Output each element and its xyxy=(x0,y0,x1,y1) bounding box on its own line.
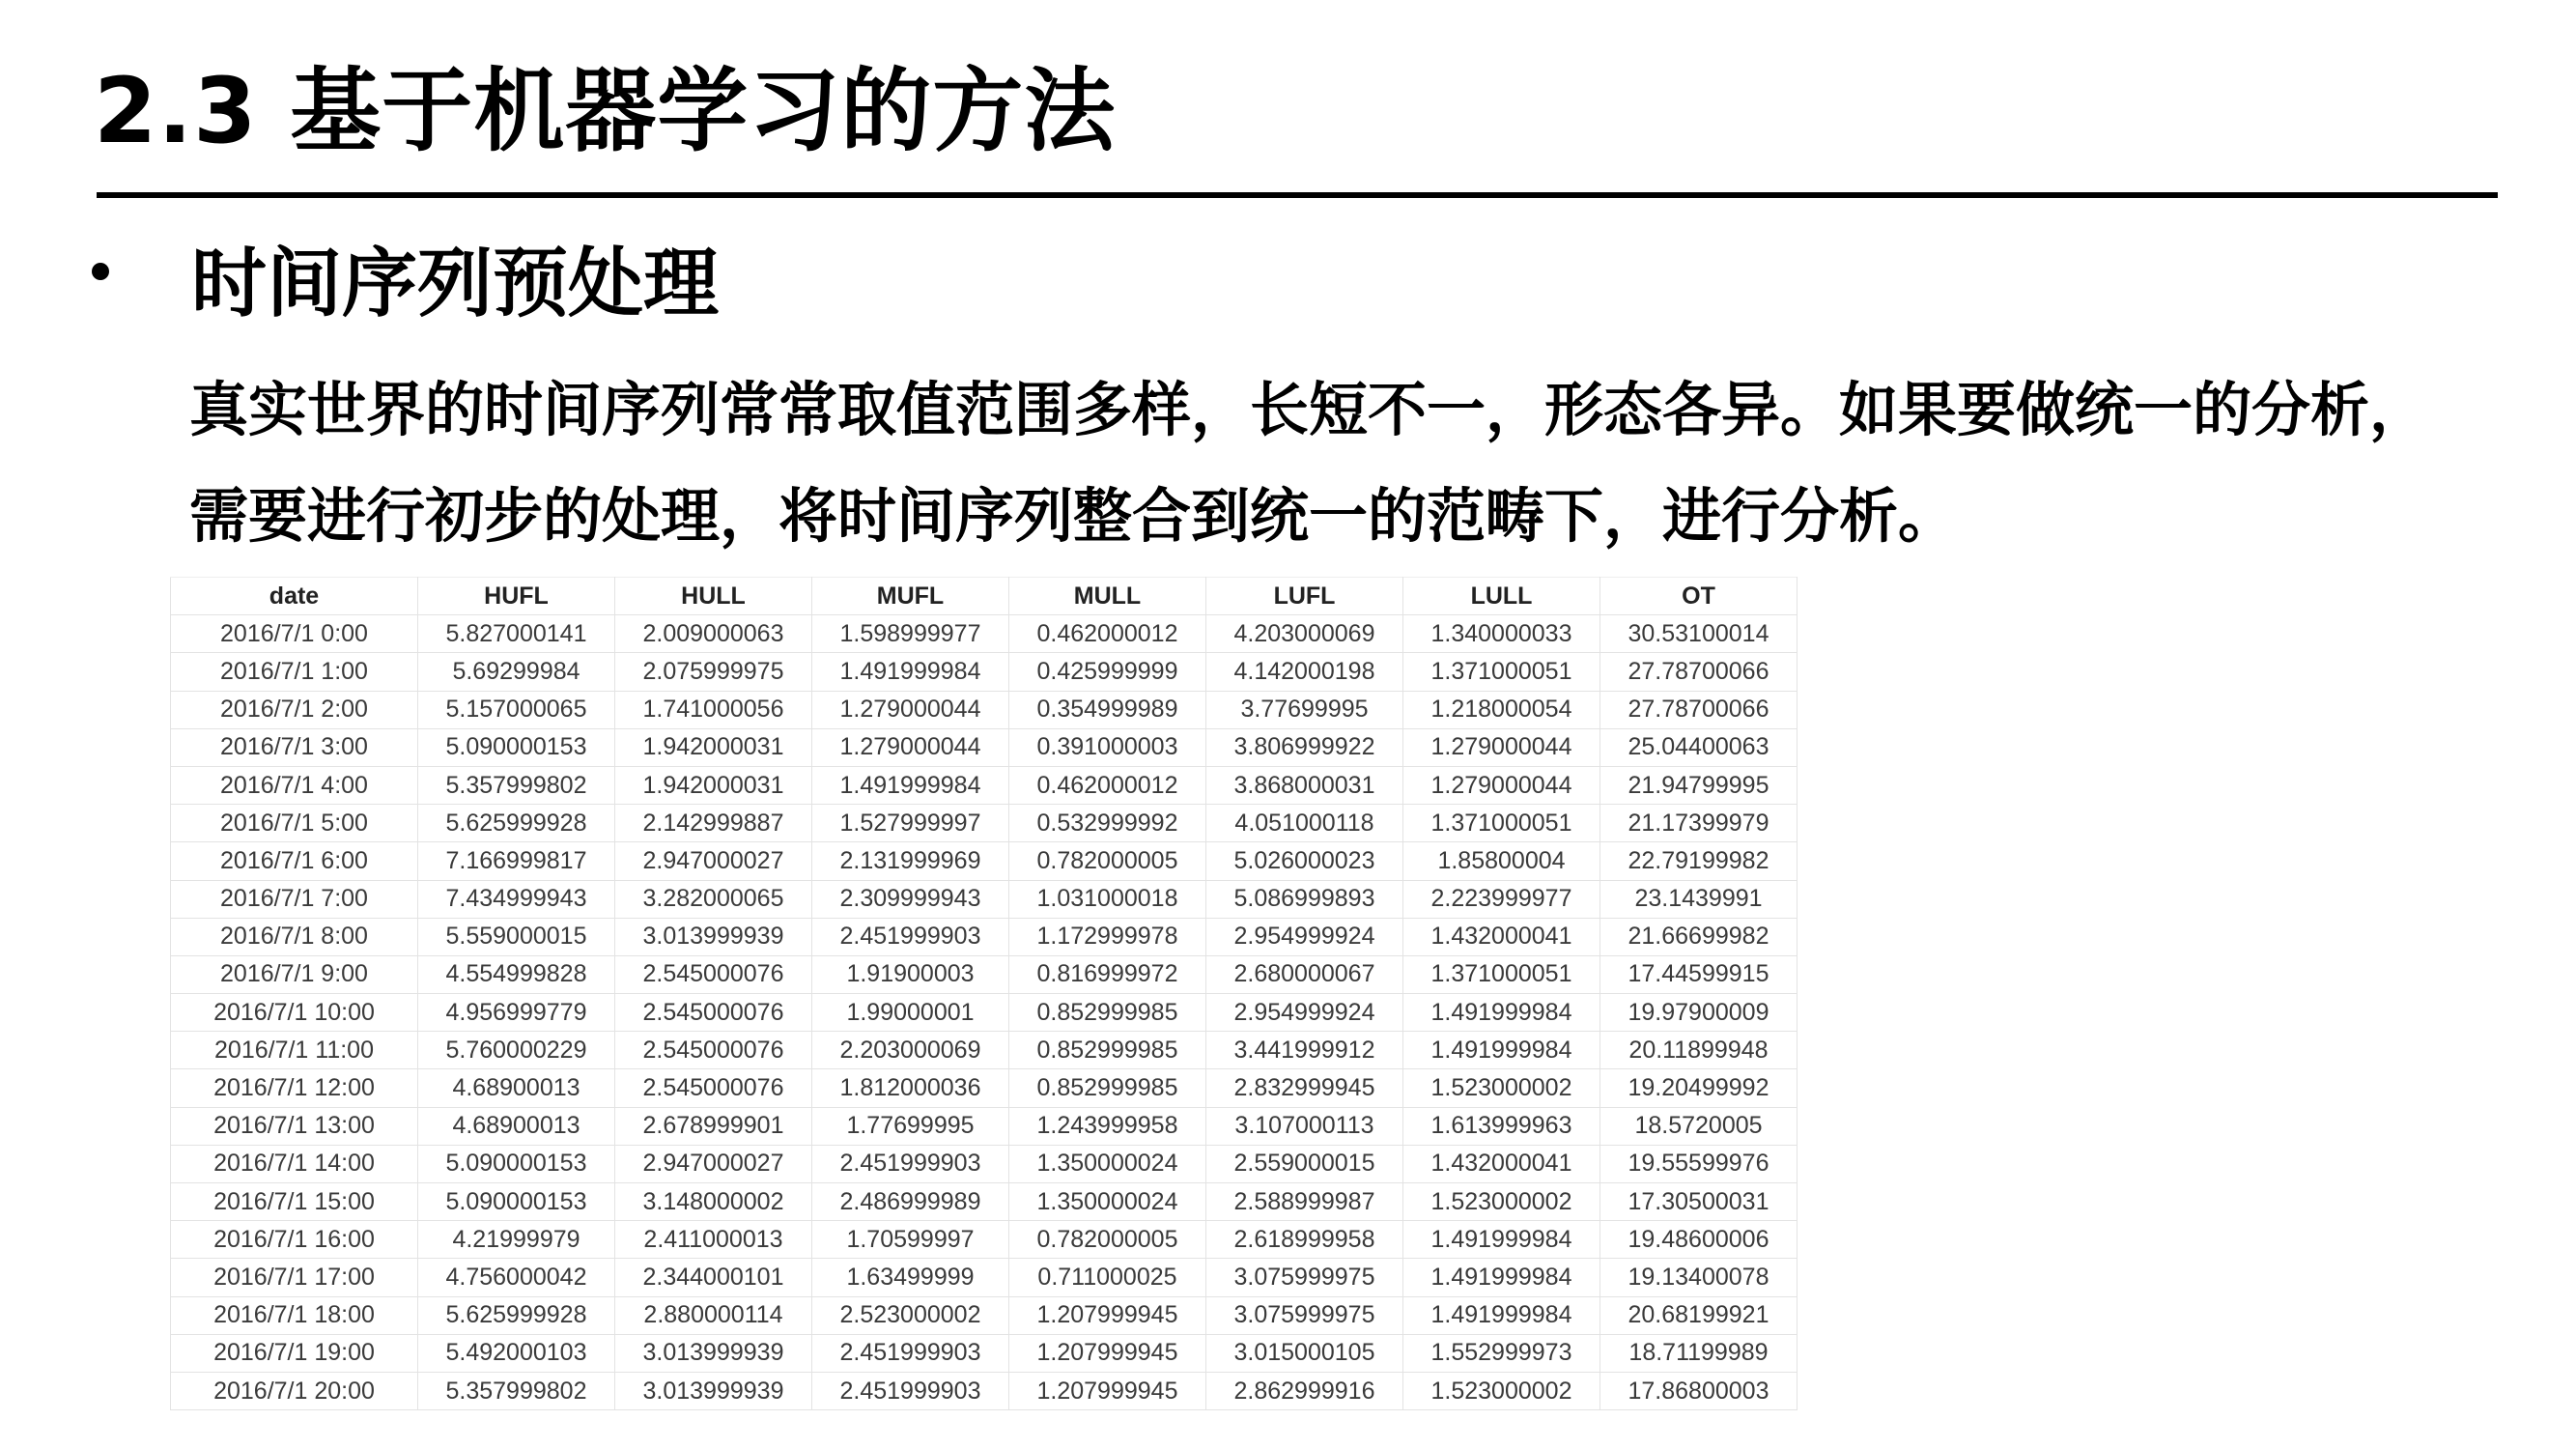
table-cell: 3.868000031 xyxy=(1206,766,1403,804)
table-row xyxy=(171,842,1798,880)
table-cell: 2016/7/1 11:00 xyxy=(171,1032,418,1069)
body-line: 需要进行初步的处理，将时间序列整合到统一的范畴下，进行分析。 xyxy=(189,482,1958,551)
table-cell: 30.53100014 xyxy=(1600,615,1798,653)
table-cell: 2.588999987 xyxy=(1206,1183,1403,1221)
table-cell: 3.148000002 xyxy=(615,1183,812,1221)
table-cell: 5.086999893 xyxy=(1206,880,1403,918)
table-cell: 21.94799995 xyxy=(1600,766,1798,804)
body-paragraph xyxy=(189,357,2517,570)
table-cell: 2.142999887 xyxy=(615,805,812,842)
table-cell: 2.545000076 xyxy=(615,1069,812,1107)
table-cell: 0.391000003 xyxy=(1009,728,1206,766)
table-row xyxy=(171,918,1798,955)
table-cell: 19.20499992 xyxy=(1600,1069,1798,1107)
table-cell: 3.013999939 xyxy=(615,1372,812,1409)
column-header-ot: OT xyxy=(1600,578,1798,615)
table-cell: 5.090000153 xyxy=(418,1145,615,1182)
table-cell: 2016/7/1 7:00 xyxy=(171,880,418,918)
table-cell: 2016/7/1 18:00 xyxy=(171,1296,418,1334)
table-cell: 22.79199982 xyxy=(1600,842,1798,880)
table-cell: 1.350000024 xyxy=(1009,1183,1206,1221)
table-cell: 1.279000044 xyxy=(1403,728,1600,766)
table-cell: 1.371000051 xyxy=(1403,653,1600,691)
table-cell: 4.142000198 xyxy=(1206,653,1403,691)
table-cell: 18.71199989 xyxy=(1600,1334,1798,1372)
table-row xyxy=(171,1032,1798,1069)
table-cell: 3.013999939 xyxy=(615,1334,812,1372)
table-cell: 2016/7/1 4:00 xyxy=(171,766,418,804)
table-cell: 2016/7/1 3:00 xyxy=(171,728,418,766)
table-cell: 17.30500031 xyxy=(1600,1183,1798,1221)
table-cell: 1.491999984 xyxy=(812,766,1009,804)
table-cell: 5.492000103 xyxy=(418,1334,615,1372)
table-cell: 2.954999924 xyxy=(1206,918,1403,955)
bullet-heading: 时间序列预处理 xyxy=(191,241,720,327)
table-cell: 0.816999972 xyxy=(1009,955,1206,993)
table-row xyxy=(171,1372,1798,1409)
table-cell: 0.782000005 xyxy=(1009,1221,1206,1259)
column-header-lufl: LUFL xyxy=(1206,578,1403,615)
table-cell: 1.207999945 xyxy=(1009,1372,1206,1409)
table-cell: 2016/7/1 0:00 xyxy=(171,615,418,653)
table-cell: 1.279000044 xyxy=(812,691,1009,728)
table-row xyxy=(171,1296,1798,1334)
table-row xyxy=(171,955,1798,993)
table-cell: 1.491999984 xyxy=(1403,994,1600,1032)
table-cell: 7.166999817 xyxy=(418,842,615,880)
table-cell: 27.78700066 xyxy=(1600,653,1798,691)
table-row xyxy=(171,1221,1798,1259)
table-cell: 2.451999903 xyxy=(812,1145,1009,1182)
table-cell: 18.5720005 xyxy=(1600,1107,1798,1145)
table-cell: 19.97900009 xyxy=(1600,994,1798,1032)
table-cell: 5.090000153 xyxy=(418,728,615,766)
table-cell: 2.832999945 xyxy=(1206,1069,1403,1107)
table-cell: 4.68900013 xyxy=(418,1069,615,1107)
table-cell: 1.598999977 xyxy=(812,615,1009,653)
table-cell: 2.862999916 xyxy=(1206,1372,1403,1409)
table-cell: 2.223999977 xyxy=(1403,880,1600,918)
table-cell: 0.462000012 xyxy=(1009,766,1206,804)
table-cell: 0.354999989 xyxy=(1009,691,1206,728)
table-cell: 0.532999992 xyxy=(1009,805,1206,842)
table-cell: 2016/7/1 19:00 xyxy=(171,1334,418,1372)
table-cell: 2016/7/1 17:00 xyxy=(171,1259,418,1296)
table-cell: 0.425999999 xyxy=(1009,653,1206,691)
table-cell: 0.852999985 xyxy=(1009,994,1206,1032)
table-cell: 3.282000065 xyxy=(615,880,812,918)
title-divider xyxy=(97,192,2498,198)
table-cell: 5.157000065 xyxy=(418,691,615,728)
table-cell: 1.207999945 xyxy=(1009,1334,1206,1372)
column-header-lull: LULL xyxy=(1403,578,1600,615)
table-row xyxy=(171,728,1798,766)
table-cell: 1.340000033 xyxy=(1403,615,1600,653)
table-cell: 4.203000069 xyxy=(1206,615,1403,653)
table-row xyxy=(171,1107,1798,1145)
column-header-mull: MULL xyxy=(1009,578,1206,615)
table-cell: 5.760000229 xyxy=(418,1032,615,1069)
table-row xyxy=(171,1145,1798,1182)
table-cell: 1.491999984 xyxy=(1403,1221,1600,1259)
table-cell: 2.344000101 xyxy=(615,1259,812,1296)
table-cell: 2.486999989 xyxy=(812,1183,1009,1221)
table-row xyxy=(171,653,1798,691)
table-cell: 0.852999985 xyxy=(1009,1032,1206,1069)
table-cell: 2016/7/1 10:00 xyxy=(171,994,418,1032)
table-cell: 5.69299984 xyxy=(418,653,615,691)
table-cell: 2.451999903 xyxy=(812,1334,1009,1372)
table-cell: 3.441999912 xyxy=(1206,1032,1403,1069)
table-cell: 2.523000002 xyxy=(812,1296,1009,1334)
column-header-hufl: HUFL xyxy=(418,578,615,615)
table-row xyxy=(171,1183,1798,1221)
table-cell: 2.203000069 xyxy=(812,1032,1009,1069)
table-cell: 1.63499999 xyxy=(812,1259,1009,1296)
table-body xyxy=(171,615,1798,1410)
table-row xyxy=(171,1069,1798,1107)
table-cell: 2.559000015 xyxy=(1206,1145,1403,1182)
table-cell: 2016/7/1 20:00 xyxy=(171,1372,418,1409)
time-series-table xyxy=(170,577,1798,1410)
table-cell: 4.051000118 xyxy=(1206,805,1403,842)
table-cell: 2.009000063 xyxy=(615,615,812,653)
table-cell: 27.78700066 xyxy=(1600,691,1798,728)
table-cell: 1.91900003 xyxy=(812,955,1009,993)
table-cell: 2016/7/1 9:00 xyxy=(171,955,418,993)
table-cell: 19.55599976 xyxy=(1600,1145,1798,1182)
table-cell: 2.947000027 xyxy=(615,842,812,880)
table-cell: 1.491999984 xyxy=(1403,1032,1600,1069)
table-cell: 2016/7/1 16:00 xyxy=(171,1221,418,1259)
table-row xyxy=(171,1334,1798,1372)
table-cell: 3.013999939 xyxy=(615,918,812,955)
table-cell: 3.806999922 xyxy=(1206,728,1403,766)
bullet-point-icon xyxy=(92,263,109,280)
table-cell: 2.880000114 xyxy=(615,1296,812,1334)
table-cell: 1.491999984 xyxy=(1403,1296,1600,1334)
table-cell: 0.711000025 xyxy=(1009,1259,1206,1296)
table-row xyxy=(171,766,1798,804)
table-cell: 2016/7/1 13:00 xyxy=(171,1107,418,1145)
table-cell: 2.131999969 xyxy=(812,842,1009,880)
table-cell: 2.947000027 xyxy=(615,1145,812,1182)
table-cell: 3.075999975 xyxy=(1206,1259,1403,1296)
table-cell: 2.678999901 xyxy=(615,1107,812,1145)
table-cell: 1.279000044 xyxy=(1403,766,1600,804)
table-cell: 1.85800004 xyxy=(1403,842,1600,880)
table-cell: 20.68199921 xyxy=(1600,1296,1798,1334)
table-cell: 1.613999963 xyxy=(1403,1107,1600,1145)
table-cell: 1.172999978 xyxy=(1009,918,1206,955)
table-cell: 2.545000076 xyxy=(615,994,812,1032)
table-cell: 4.21999979 xyxy=(418,1221,615,1259)
table-cell: 4.756000042 xyxy=(418,1259,615,1296)
table-cell: 1.491999984 xyxy=(1403,1259,1600,1296)
table-cell: 1.70599997 xyxy=(812,1221,1009,1259)
table-cell: 2.451999903 xyxy=(812,918,1009,955)
table-cell: 2.618999958 xyxy=(1206,1221,1403,1259)
table-header-row xyxy=(171,578,1798,615)
table-cell: 2.309999943 xyxy=(812,880,1009,918)
body-line: 真实世界的时间序列常常取值范围多样，长短不一，形态各异。如果要做统一的分析， xyxy=(189,376,2429,444)
table-cell: 21.66699982 xyxy=(1600,918,1798,955)
table-cell: 5.026000023 xyxy=(1206,842,1403,880)
table-cell: 1.527999997 xyxy=(812,805,1009,842)
table-cell: 1.243999958 xyxy=(1009,1107,1206,1145)
table-cell: 1.552999973 xyxy=(1403,1334,1600,1372)
table-cell: 1.279000044 xyxy=(812,728,1009,766)
table-cell: 1.523000002 xyxy=(1403,1183,1600,1221)
table-cell: 3.075999975 xyxy=(1206,1296,1403,1334)
table-cell: 19.13400078 xyxy=(1600,1259,1798,1296)
slide-title: 2.3 基于机器学习的方法 xyxy=(94,59,1117,164)
table-cell: 2.680000067 xyxy=(1206,955,1403,993)
table-cell: 2016/7/1 15:00 xyxy=(171,1183,418,1221)
table-row xyxy=(171,691,1798,728)
table-cell: 2016/7/1 14:00 xyxy=(171,1145,418,1182)
table-cell: 20.11899948 xyxy=(1600,1032,1798,1069)
table-cell: 1.432000041 xyxy=(1403,1145,1600,1182)
table-cell: 1.218000054 xyxy=(1403,691,1600,728)
table-cell: 2016/7/1 8:00 xyxy=(171,918,418,955)
table-cell: 7.434999943 xyxy=(418,880,615,918)
table-cell: 1.523000002 xyxy=(1403,1069,1600,1107)
table-cell: 3.77699995 xyxy=(1206,691,1403,728)
table-cell: 5.357999802 xyxy=(418,1372,615,1409)
table-cell: 5.357999802 xyxy=(418,766,615,804)
table-cell: 5.827000141 xyxy=(418,615,615,653)
table-cell: 2016/7/1 1:00 xyxy=(171,653,418,691)
table-cell: 1.812000036 xyxy=(812,1069,1009,1107)
table-cell: 4.554999828 xyxy=(418,955,615,993)
table-cell: 1.77699995 xyxy=(812,1107,1009,1145)
table-cell: 2016/7/1 5:00 xyxy=(171,805,418,842)
table-cell: 1.523000002 xyxy=(1403,1372,1600,1409)
table-cell: 5.559000015 xyxy=(418,918,615,955)
table-cell: 2.545000076 xyxy=(615,1032,812,1069)
table-cell: 2.545000076 xyxy=(615,955,812,993)
table-cell: 1.031000018 xyxy=(1009,880,1206,918)
table-cell: 0.852999985 xyxy=(1009,1069,1206,1107)
table-cell: 1.741000056 xyxy=(615,691,812,728)
table-cell: 5.625999928 xyxy=(418,1296,615,1334)
table-cell: 2.954999924 xyxy=(1206,994,1403,1032)
table-row xyxy=(171,994,1798,1032)
table-cell: 1.350000024 xyxy=(1009,1145,1206,1182)
table-cell: 1.371000051 xyxy=(1403,955,1600,993)
table-cell: 17.86800003 xyxy=(1600,1372,1798,1409)
table-cell: 4.68900013 xyxy=(418,1107,615,1145)
column-header-date: date xyxy=(171,578,418,615)
column-header-hull: HULL xyxy=(615,578,812,615)
column-header-mufl: MUFL xyxy=(812,578,1009,615)
table-cell: 1.207999945 xyxy=(1009,1296,1206,1334)
table-cell: 19.48600006 xyxy=(1600,1221,1798,1259)
table-cell: 5.090000153 xyxy=(418,1183,615,1221)
table-cell: 4.956999779 xyxy=(418,994,615,1032)
table-cell: 17.44599915 xyxy=(1600,955,1798,993)
table-cell: 25.04400063 xyxy=(1600,728,1798,766)
table-cell: 2.451999903 xyxy=(812,1372,1009,1409)
table-cell: 2016/7/1 6:00 xyxy=(171,842,418,880)
table-cell: 2016/7/1 12:00 xyxy=(171,1069,418,1107)
table-cell: 1.942000031 xyxy=(615,728,812,766)
table-cell: 5.625999928 xyxy=(418,805,615,842)
table-row xyxy=(171,1259,1798,1296)
table-cell: 1.942000031 xyxy=(615,766,812,804)
table-cell: 1.371000051 xyxy=(1403,805,1600,842)
table-cell: 1.432000041 xyxy=(1403,918,1600,955)
table-cell: 3.015000105 xyxy=(1206,1334,1403,1372)
table-cell: 3.107000113 xyxy=(1206,1107,1403,1145)
table-row xyxy=(171,615,1798,653)
table-cell: 1.99000001 xyxy=(812,994,1009,1032)
table-row xyxy=(171,805,1798,842)
table-cell: 2016/7/1 2:00 xyxy=(171,691,418,728)
table-row xyxy=(171,880,1798,918)
table-cell: 21.17399979 xyxy=(1600,805,1798,842)
table-cell: 1.491999984 xyxy=(812,653,1009,691)
table-cell: 2.075999975 xyxy=(615,653,812,691)
table-cell: 2.411000013 xyxy=(615,1221,812,1259)
table-cell: 0.462000012 xyxy=(1009,615,1206,653)
table-cell: 0.782000005 xyxy=(1009,842,1206,880)
table-cell: 23.1439991 xyxy=(1600,880,1798,918)
